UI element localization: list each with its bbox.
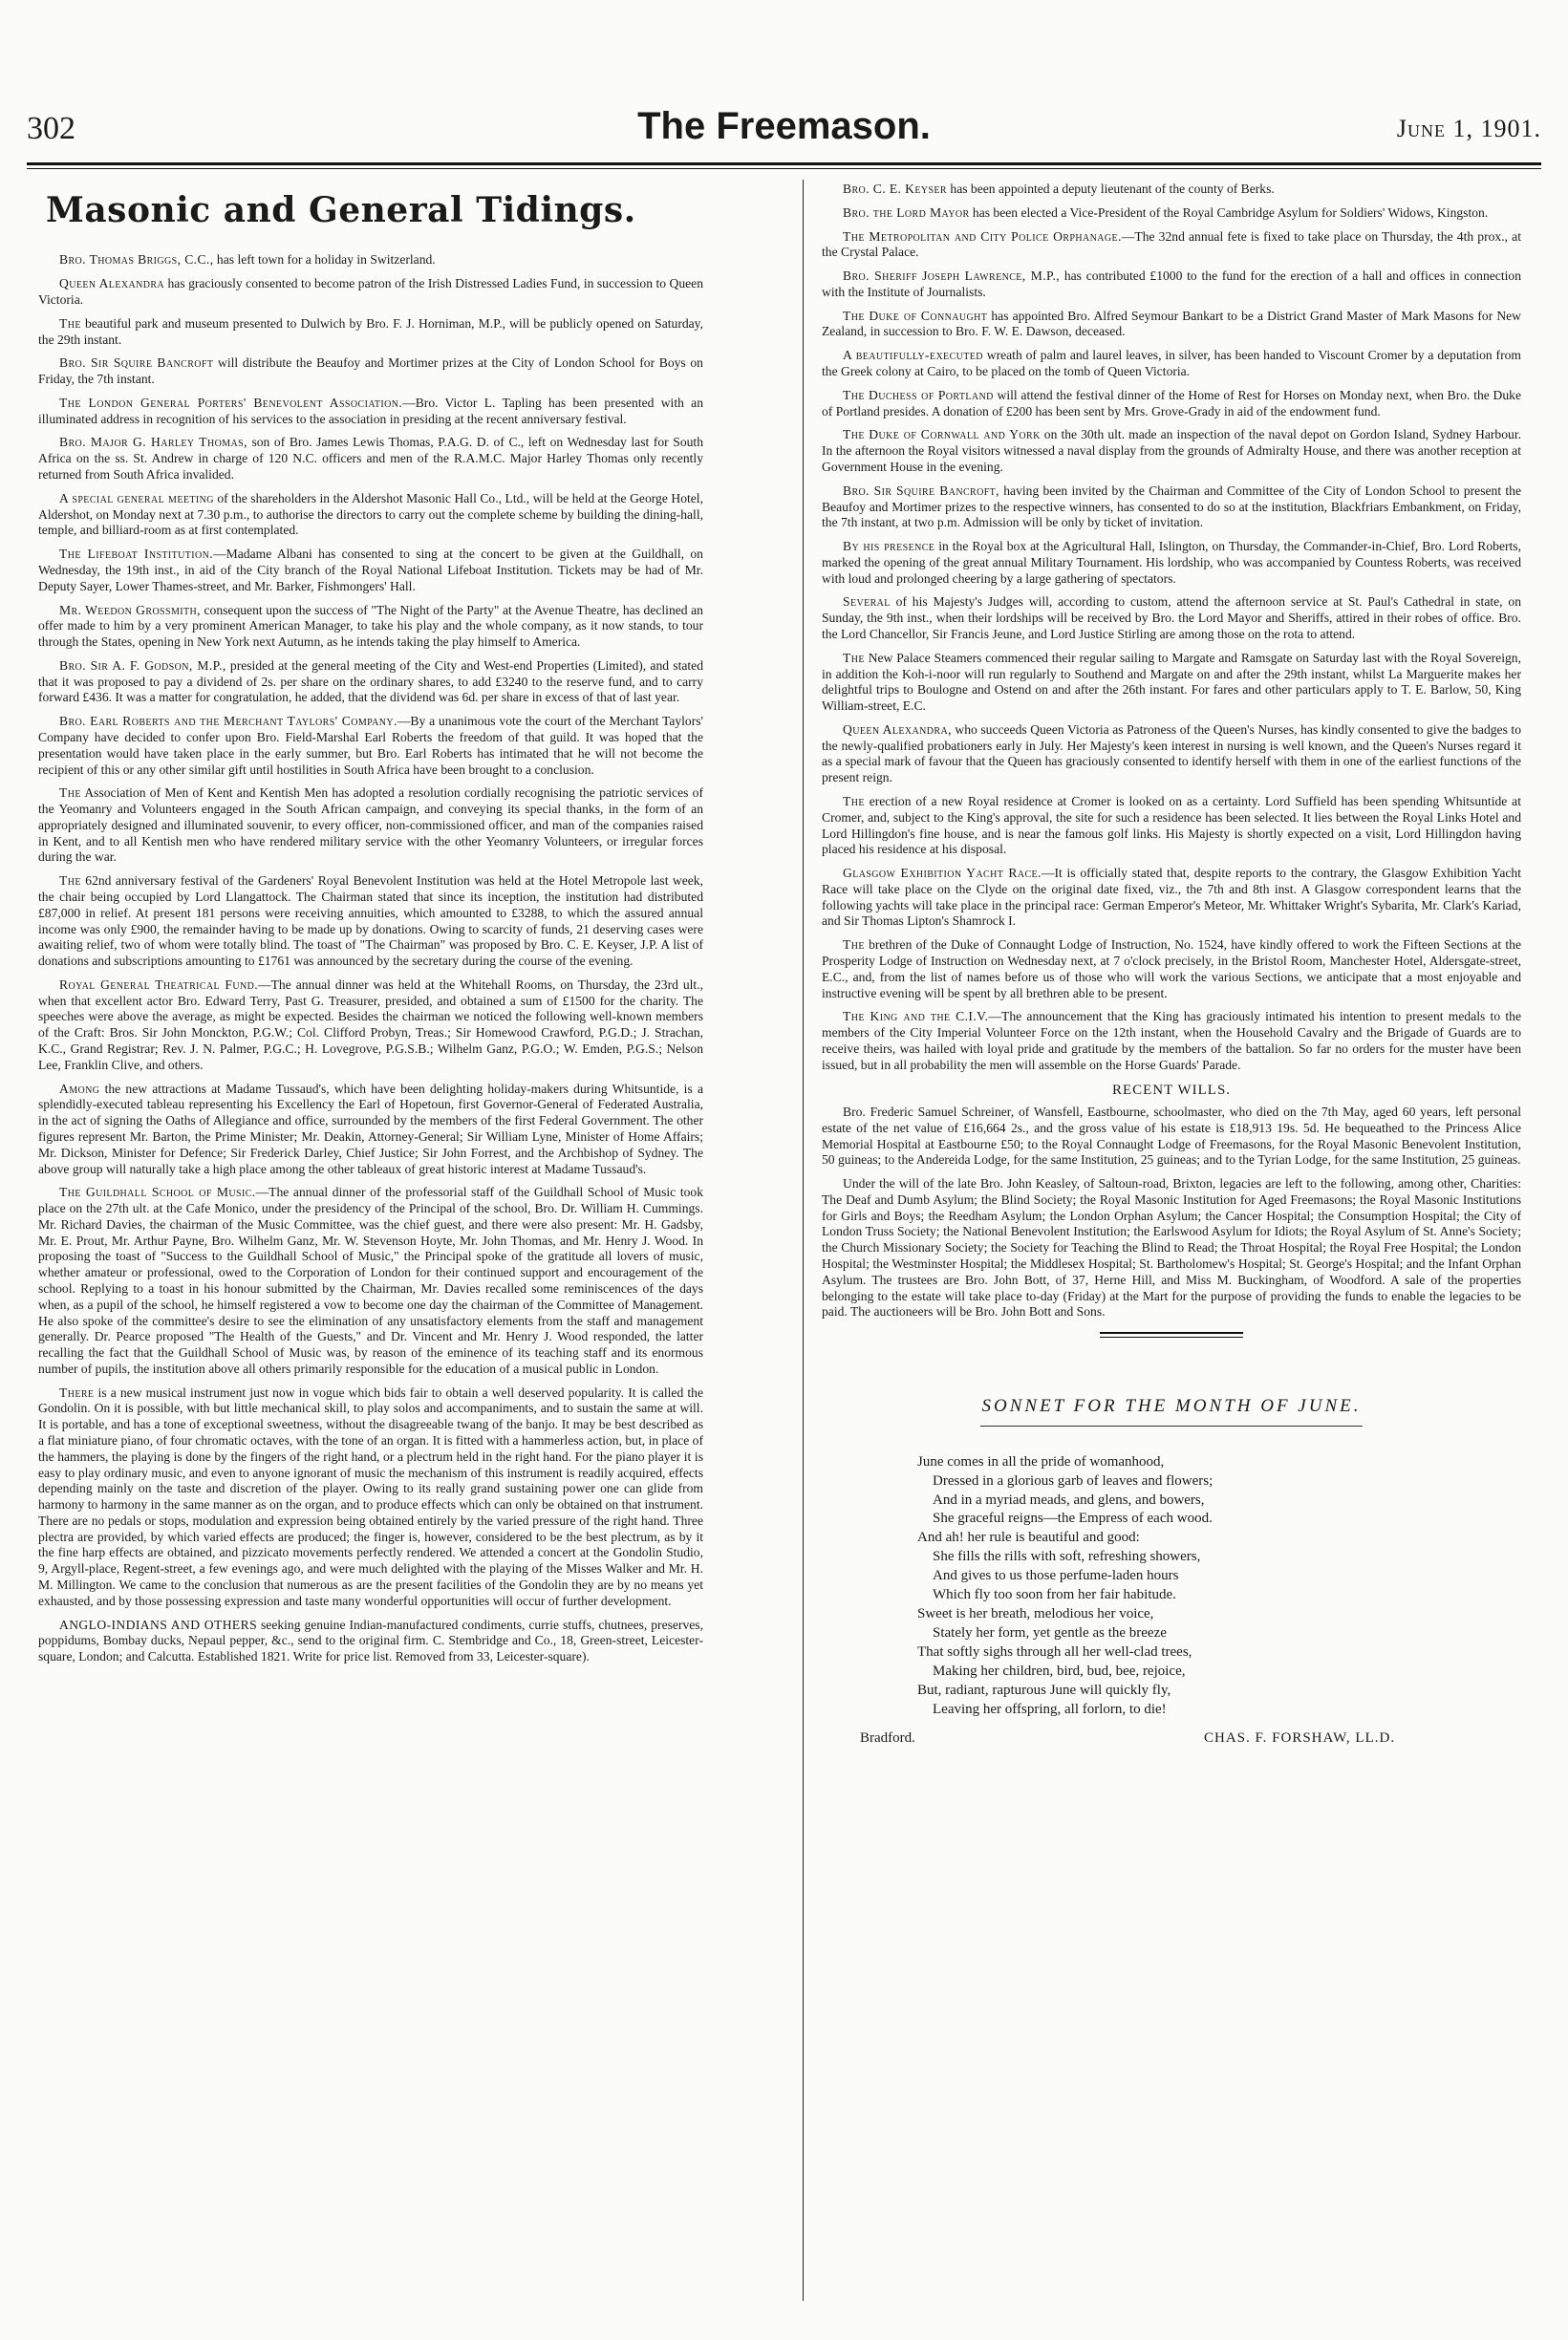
masthead-rule [27, 162, 1541, 165]
news-item-text: on the 30th ult. made an inspection of the naval depot on Gordon Island, Sydney Harbour. In the afternoon the Royal visitors witnessed a naval display from the grounds of Admiralty House, and there was another reception at Government House in the evening. [822, 427, 1521, 474]
sonnet-line: She fills the rills with soft, refreshing showers, [933, 1549, 1201, 1565]
section-divider [1100, 1332, 1243, 1338]
news-item-text: has been elected a Vice-President of the Royal Cambridge Asylum for Soldiers' Widows, Kingston. [969, 204, 1489, 220]
news-item-lead: The Duke of Cornwall and York [843, 427, 1041, 442]
sonnet-underline [980, 1426, 1363, 1427]
left-column [38, 182, 703, 2308]
sonnet-line: That softly sighs through all her well-clad trees, [917, 1644, 1192, 1660]
sonnet-signature [822, 1729, 1521, 1756]
news-item [822, 539, 1521, 587]
news-item [822, 866, 1521, 930]
news-item [822, 205, 1521, 222]
news-item-lead: ANGLO-INDIANS AND OTHERS [59, 1617, 258, 1632]
news-item [38, 1385, 703, 1610]
sonnet-line: Which fly too soon from her fair habitude. [933, 1587, 1176, 1603]
news-item-lead: The London General Porters' Benevolent Association. [59, 395, 403, 410]
news-item-lead: The [59, 315, 81, 331]
news-item [822, 794, 1521, 858]
wills-heading: RECENT WILLS. [1111, 1082, 1232, 1098]
sonnet-line: Sweet is her breath, melodious her voice, [917, 1606, 1154, 1622]
sonnet-line: And in a myriad meads, and glens, and bowers, [933, 1492, 1205, 1508]
news-item [822, 1009, 1521, 1073]
news-item [38, 547, 703, 594]
news-item [38, 977, 703, 1074]
news-item-text: —Madame Albani has consented to sing at the concert to be given at the Guildhall, on Wednesday, the 19th inst., in aid of the City branch of the Royal National Lifeboat Institution. Tickets may be had of Mr. Deputy Sayer, Lower Thames-street, and Mr. Barker, Fishmongers' Hall. [38, 547, 703, 593]
news-item-lead: Several [843, 594, 891, 610]
news-item-text: —The annual dinner was held at the Whitehall Rooms, on Thursday, the 23rd ult., when that excellent actor Bro. Edward Terry, Past G. Treasurer, presided, and obtained a sum of £1500 for the charity. The speeches were above the average, as might be expected. Besides the chairman we noticed the following well-known members of the Craft: Bros. Sir John Monckton, P.G.W.; Col. Clifford Probyn, Treas.; Sir Homewood Crawford, P.G.D.; J. Strachan, K.C., Grand Registrar; Rev. J. N. Palmer, P.G.C.; H. Lovegrove, P.G.S.B.; Wilhelm Ganz, P.G.O.; W. Emden, P.G.S.; Nelson Lee, Franklin Clive, and others. [38, 977, 703, 1072]
news-item [822, 483, 1521, 531]
news-item-text: has left town for a holiday in Switzerland. [213, 252, 436, 268]
news-item [38, 785, 703, 866]
news-item-text: of his Majesty's Judges will, according to custom, attend the afternoon service at St. Paul's Cathedral in state, on Sunday, the 9th inst., when their lordships will be received by Bro. the Lord Mayor and Sheriffs, attired in their robes of office. Bro. the Lord Chancellor, Sir Francis Jeune, and Lord Justice Stirling are among those on the rota to attend. [822, 594, 1521, 641]
news-item [822, 229, 1521, 262]
news-item-lead: A beautifully-executed [843, 348, 983, 363]
right-news-list [822, 182, 1521, 1074]
news-item-lead: The [843, 794, 865, 808]
sonnet-line: Making her children, bird, bud, bee, rejoice, [933, 1663, 1186, 1679]
news-item [822, 388, 1521, 420]
news-item-text: New Palace Steamers commenced their regular sailing to Margate and Ramsgate on Saturday last with the Royal Sovereign, in addition the Koh-i-noor will run regularly to Southend and Margate on and after the 29th instant, whilst La Marguerite makes her delightful trips to Boulogne and Ostend on and after the 26th instant. For fares and other particulars apply to T. E. Barlow, 50, King William-street, E.C. [822, 650, 1521, 714]
news-item-lead: Bro. Sir A. F. Godson, M.P., [59, 657, 226, 673]
issue-date: June 1, 1901. [1396, 115, 1541, 142]
news-item-lead: Mr. Weedon Grossmith, [59, 602, 201, 617]
news-item-lead: The Guildhall School of Music. [59, 1185, 256, 1200]
masthead [27, 105, 1541, 162]
news-item [38, 435, 703, 483]
news-item [38, 1618, 703, 1665]
news-item-text: has graciously consented to become patron of the Irish Distressed Ladies Fund, in succession to Queen Victoria. [38, 276, 703, 308]
news-item-text: wreath of palm and laurel leaves, in silver, has been handed to Viscount Cromer by a deputation from the Greek colony at Cairo, to be placed on the tomb of Queen Victoria. [822, 348, 1521, 379]
news-item-lead: The [59, 873, 81, 889]
news-item-text: in the Royal box at the Agricultural Hall, Islington, on Thursday, the Commander-in-Chief, Bro. Lord Roberts, marked the opening of the great annual Military Tournament. His lordship, who was accompanied by Countess Roberts, was received with loud and prolonged cheering by a large gathering of spectators. [822, 539, 1521, 586]
news-item [38, 491, 703, 539]
sonnet-line: And ah! her rule is beautiful and good: [917, 1530, 1140, 1546]
news-item [822, 427, 1521, 475]
news-item [38, 714, 703, 778]
news-item-text: having been invited by the Chairman and Committee of the City of London School to present the Beaufoy and Mortimer prizes to the respective winners, has consented to do so at the institution, Blackfriars Embankment, on Friday, the 7th instant, at two p.m. Admission will be only by ticket of invitation. [822, 483, 1521, 530]
sonnet-line: June comes in all the pride of womanhood, [917, 1453, 1165, 1470]
news-item-lead: Queen Alexandra, [843, 721, 952, 737]
news-item-text: consequent upon the success of "The Night of the Party" at the Avenue Theatre, has declined an offer made to him by a very prominent American Manager, to take his play and the whole company, as it now stands, to tour through the States, opening in New York next Autumn, as he intends taking the play himself to America. [38, 602, 703, 650]
news-item-text: —The announcement that the King has graciously intimated his intention to present medals to the members of the City Imperial Volunteer Force on the 12th instant, when the Household Cavalry and the Brigade of Guards are to receive theirs, was hailed with loyal pride and gratitude by the members of the battalion. So far no orders for the muster have been issued, but in all probability the men will assemble on the Horse Guards' Parade. [822, 1009, 1521, 1072]
sonnet-line: But, radiant, rapturous June will quickly fly, [917, 1682, 1171, 1698]
sonnet-line: Stately her form, yet gentle as the breeze [933, 1625, 1167, 1642]
news-item [822, 182, 1521, 198]
news-item [822, 937, 1521, 1001]
news-item [38, 603, 703, 651]
right-column [822, 182, 1521, 2298]
news-item-lead: The Metropolitan and City Police Orphanage. [843, 228, 1122, 244]
wills-section [822, 1105, 1521, 1320]
news-item [38, 873, 703, 970]
news-item-lead: Bro. Earl Roberts and the Merchant Taylors' Company. [59, 714, 397, 729]
news-item-lead: Among [59, 1081, 100, 1096]
news-item-lead: Bro. Sir Squire Bancroft, [843, 483, 999, 498]
news-item-text: —The 32nd annual fete is fixed to take place on Thursday, the 4th prox., at the Crystal Palace. [822, 228, 1521, 260]
news-item-text: Association of Men of Kent and Kentish Men has adopted a resolution cordially recognising the patriotic services of the Yeomanry and Volunteers engaged in the South African campaign, and conveying its special thanks, in the form of an appropriately designed and illuminated souvenir, to every officer, non-commissioned officer, and man of the companies raised in Kent, and to all Kentish men who have rendered military service with the other Yeomanry Volunteers, or irregular forces during the war. [38, 785, 703, 865]
news-item [38, 396, 703, 428]
news-item-lead: Queen Alexandra [59, 276, 165, 291]
news-item-lead: The [843, 937, 865, 953]
sonnet-line: And gives to us those perfume-laden hours [933, 1568, 1179, 1584]
news-item-text: brethren of the Duke of Connaught Lodge of Instruction, No. 1524, have kindly offered to work the Fifteen Sections at the Prosperity Lodge of Instruction on Wednesday next, at 7 o'clock precisely, in the Bristol Room, Manchester Hotel, Aldersgate-street, E.C., and, from the list of names before us of those who will work the various Sections, we anticipate that a most enjoyable and instructive evening will be spent by all brethren able to be present. [822, 937, 1521, 1000]
news-item-text: has been appointed a deputy lieutenant of the county of Berks. [947, 182, 1275, 196]
news-item-lead: The [59, 785, 81, 801]
news-item-text: —The annual dinner of the professorial staff of the Guildhall School of Music took place on the 27th ult. at the Cafe Monico, under the presidency of the Principal of the school, Bro. Dr. William H. Cummings. Mr. Richard Davies, the chairman of the Music Committee, was the chief guest, and there were also present: Mr. H. Gadsby, Mr. E. Prout, Mr. Arthur Payne, Bro. Wilhelm Ganz, Mr. W. Stevenson Hoyte, Mr. John Thomas, and Mr. Henry J. Wood. In proposing the toast of "Success to the Guildhall School of Music," the Principal spoke of the gratitude all lovers of music, whether amateur or professional, owed to the Corporation of London for their continued support and encouragement of the school. Replying to a toast in his honour submitted by the Chairman, Mr. Davies recalled some reminiscences of the days when, as a pupil of the school, he himself registered a vow to become one day the chairman of the Committee of Management. He also spoke of the committee's desire to see the elimination of any unsatisfactory elements from the staff and management generally. Dr. Pearce proposed "The Health of the Guests," and Dr. Vincent and Mr. Henry J. Wood responded, the latter recalling the fact that the Guildhall School of Music was, by reason of the eminence of its teaching staff and its enormous number of pupils, the institution above all others primarily responsible for the education of a musical public in London. [38, 1185, 703, 1376]
news-item-lead: There [59, 1385, 95, 1400]
news-item [38, 1082, 703, 1178]
news-item-text: erection of a new Royal residence at Cromer is looked on as a certainty. Lord Suffield has been spending Whitsuntide at Cromer, and, subject to the King's approval, the site for such a residence has been selected. It lies between the Royal Links Hotel and Lord Hillingdon's fine house, and is near the famous golf links. His Majesty is shortly expected on a visit, Lord Hillingdon having placed his residence at his disposal. [822, 794, 1521, 857]
news-item-lead: Bro. Major G. Harley Thomas, [59, 435, 247, 450]
news-item-text: beautiful park and museum presented to Dulwich by Bro. F. J. Horniman, M.P., will be publicly opened on Saturday, the 29th instant. [38, 315, 703, 347]
news-item-lead: The Duke of Connaught [843, 308, 988, 323]
news-item-text: of the shareholders in the Aldershot Masonic Hall Co., Ltd., will be held at the George Hotel, Aldershot, on Monday next at 7.30 p.m., to authorise the directors to carry out the complete scheme by building the dining-hall, temple, and billiard-room as at first contemplated. [38, 490, 703, 538]
will-paragraph: Bro. Frederic Samuel Schreiner, of Wansfell, Eastbourne, schoolmaster, who died on the 7th May, aged 60 years, left personal estate of the net value of £16,664 2s., and the gross value of his estate is £18,913 19s. 5d. He bequeathed to the Princess Alice Memorial Hospital at Eastbourne £50; to the Royal Connaught Lodge of Freemasons, for the Royal Masonic Benevolent Institution, 50 guineas; to the Andereida Lodge, for the same Institution, 25 guineas; and to the Tyrian Lodge, for the same Institution, 25 guineas. [822, 1105, 1521, 1168]
page-number: 302 [27, 111, 75, 146]
news-item-lead: The Duchess of Portland [843, 387, 994, 402]
news-item-lead: Bro. C. E. Keyser [843, 182, 948, 196]
news-item-text: has appointed Bro. Alfred Seymour Bankart to be a District Grand Master of Mark Masons for New Zealand, in succession to Bro. F. W. E. Dawson, deceased. [822, 308, 1521, 339]
news-item-text: seeking genuine Indian-manufactured condiments, currie stuffs, chutnees, preserves, poppidums, Bombay ducks, Nepaul pepper, &c., send to the original firm. C. Stembridge and Co., 18, Green-street, Leicester-square, London; and Calcutta. Established 1821. Write for price list. Removed from 33, Leicester-square). [38, 1617, 703, 1664]
sonnet-line: She graceful reigns—the Empress of each wood. [933, 1511, 1213, 1527]
news-item-lead: Royal General Theatrical Fund. [59, 977, 259, 992]
news-item [38, 276, 703, 309]
news-item [38, 252, 703, 268]
news-item-text: is a new musical instrument just now in vogue which bids fair to obtain a well deserved popularity. It is called the Gondolin. On it is possible, with but little mechanical skill, to play solos and accompaniments, and to sustain the same at will. It is portable, and has a tone of exceptional sweetness, without the disagreeable twang of the banjo. It may be best described as a flat miniature piano, of four chromatic octaves, with the tone of an organ. It is fitted with a hammerless action, but, in place of the hammers, the playing is done by the fingers of the right hand, or a plectrum held in the right hand. For the piano player it is easy to play ordinary music, and even to anyone ignorant of music the mechanism of this instrument is readily acquired, effects depending mainly on the taste and discretion of the player. Owing to its really grand sustaining power one can glide from harmony to harmony in the same manner as on the organ, and to produce effects which can only be obtained on that instrument. There are no pedals or stops, modulation and expression being obtained entirely by the varied pressure of the right hand. Three plectra are provided, by which varied effects are produced; the finger is, however, considered to be the best plectrum, as by it the fine harp effects are obtained, and pizzicato movements perfectly rendered. We attended a concert at the Gondolin Studio, 9, Argyll-place, Regent-street, a few evenings ago, and were much delighted with the playing of the Misses Walker and Mr. H. M. Millington. We came to the conclusion that numerous as are the present facilities of the Gondolin they are by no means yet exhausted, and by those possessing expression and taste many wonderful opportunities will occur of further development. [38, 1385, 703, 1608]
news-item-lead: Bro. Sheriff Joseph Lawrence, M.P., [843, 268, 1061, 284]
news-item-lead: The Lifeboat Institution. [59, 547, 214, 562]
newspaper-title: The Freemason. [637, 105, 931, 147]
news-item-lead: Bro. Sir Squire Bancroft [59, 355, 214, 371]
news-item-lead: The [843, 650, 865, 665]
left-news-list [38, 252, 703, 1665]
news-item [822, 309, 1521, 341]
news-item [822, 348, 1521, 380]
news-item-text: —Bro. Victor L. Tapling has been presented with an illuminated address in recognition of his services to the association in presiding at the recent anniversary festival. [38, 395, 703, 426]
news-item-text: son of Bro. James Lewis Thomas, P.A.G. D. of C., left on Wednesday last for South Africa on the ss. St. Andrew in charge of 120 N.C. officers and men of the R.A.M.C. Major Harley Thomas only recently returned from South Africa invalided. [38, 435, 703, 483]
news-item [38, 658, 703, 706]
masthead-rule-thin [27, 168, 1541, 169]
news-item-lead: Bro. Thomas Briggs, C.C., [59, 252, 214, 268]
news-item-text: presided at the general meeting of the City and West-end Properties (Limited), and stated that it was proposed to pay a dividend of 2s. per share on the ordinary shares, to add £3240 to the reserve fund, and to carry forward £436. It was a matter for congratulation, he added, that the dividend was 6d. per share in excess of that of last year. [38, 657, 703, 705]
news-item [822, 722, 1521, 786]
news-item-lead: Glasgow Exhibition Yacht Race. [843, 866, 1042, 881]
news-item-text: 62nd anniversary festival of the Gardeners' Royal Benevolent Institution was held at the Hotel Metropole last week, the chair being occupied by Lord Llangattock. The Chairman stated that since its inception, the institution had distributed £87,000 in relief. At present 181 persons were receiving annuities, which amounted to £3288, to which the assured annual income was only £900, the remainder having to be made up by donations. Owing to scarcity of funds, 21 deserving cases were awaiting relief, two of whom were totally blind. The toast of "The Chairman" was proposed by Bro. C. E. Keyser, J.P. A list of donations and subscriptions amounting to £1761 was announced by the secretary during the course of the evening. [38, 873, 703, 969]
news-item-lead: A special general meeting [59, 490, 214, 505]
sonnet-place: Bradford. [860, 1729, 915, 1746]
sonnet-line: Dressed in a glorious garb of leaves and flowers; [933, 1472, 1214, 1489]
sonnet-line: Leaving her offspring, all forlorn, to die! [933, 1701, 1167, 1717]
news-item-text: who succeeds Queen Victoria as Patroness of the Queen's Nurses, has kindly consented to give the badges to the newly-qualified probationers early in July. Her Majesty's keen interest in nursing is well known, and the Queen's Nurses regard it as a special mark of favour that the Queen has graciously consented to identify herself with them in one of the earliest functions of the present reign. [822, 721, 1521, 785]
will-paragraph: Under the will of the late Bro. John Keasley, of Saltoun-road, Brixton, legacies are left to the following, among other, Charities: The Deaf and Dumb Asylum; the Blind Society; the Royal Masonic Institution for Aged Freemasons; the Royal Masonic Institutions for Girls and Boys; the Reedham Asylum; the London Orphan Asylum; the Cancer Hospital; the Consumption Hospital; the City of London Truss Society; the National Benevolent Institution; the Earlswood Asylum for Idiots; the Royal Asylum of St. Anne's Society; the Church Missionary Society; the Society for Teaching the Blind to Read; the Throat Hospital; the Royal Free Hospital; the London Hospital; the Westminster Hospital; the Middlesex Hospital; St. Bartholomew's Hospital; St. George's Hospital; and the Infant Orphan Asylum. The trustees are Bro. John Bott, of 37, Herne Hill, and Miss M. Buckingham, of Woodford. A sale of the properties belonging to the estate will take place to-day (Friday) at the Mart for the purpose of providing the funds to enable the legacies to be paid. The auctioneers will be Bro. John Bott and Sons. [822, 1176, 1521, 1320]
news-item-text: —It is officially stated that, despite reports to the contrary, the Glasgow Exhibition Yacht Race will take place on the Clyde on the original date fixed, viz., the 7th and 8th inst. A Glasgow correspondent learns that the following yachts will take place in the principal race: German Emperor's Meteor, Mr. Whittaker Wright's Sybarita, Mr. Clark's Kariad, and Sir Thomas Lipton's Shamrock I. [822, 866, 1521, 929]
news-item-text: will attend the festival dinner of the Home of Rest for Horses on Monday next, when Bro. the Duke of Portland presides. A donation of £200 has been sent by Mrs. Grove-Grady in aid of the endowment fund. [822, 387, 1521, 419]
column-divider [803, 180, 804, 2301]
news-item-lead: By his presence [843, 539, 935, 554]
section-title: Masonic and General Tidings. [46, 190, 636, 230]
news-item-text: has contributed £1000 to the fund for the erection of a hall and offices in connection with the Institute of Journalists. [822, 268, 1521, 299]
news-item-text: —By a unanimous vote the court of the Merchant Taylors' Company have decided to confer upon Bro. Field-Marshal Earl Roberts the freedom of that guild. It was hoped that the presentation would have taken place in the early summer, but Bro. Earl Roberts has intimated that he will not become the recipient of this or any other similar gift until hostilities in South Africa have been brought to a conclusion. [38, 714, 703, 777]
news-item-text: will distribute the Beaufoy and Mortimer prizes at the City of London School for Boys on Friday, the 7th instant. [38, 355, 703, 387]
news-item [38, 1185, 703, 1377]
news-item [822, 268, 1521, 301]
news-item [38, 316, 703, 349]
news-item [822, 651, 1521, 715]
sonnet-title: SONNET FOR THE MONTH OF JUNE. [981, 1396, 1362, 1417]
sonnet-author: CHAS. F. FORSHAW, LL.D. [1204, 1729, 1396, 1746]
news-item [822, 594, 1521, 642]
news-item [38, 355, 703, 388]
sonnet-body [917, 1453, 1521, 1720]
news-item-lead: The King and the C.I.V. [843, 1009, 989, 1024]
news-item-lead: Bro. the Lord Mayor [843, 204, 970, 220]
news-item-text: the new attractions at Madame Tussaud's, which have been delighting holiday-makers during Whitsuntide, is a splendidly-executed tableau representing his Excellency the Earl of Hopetoun, first Governor-General of Federated Australia, in the act of signing the Oaths of Allegiance and office, surrounded by the members of the first Federal Government. The other figures represent Mr. Barton, the Prime Minister; Mr. Deakin, Attorney-General; Sir William Lyne, Minister of Home Affairs; Mr. Dickson, Minister for Defence; Sir Frederick Darley, Chief Justice; Sir John Forrest, and the Archbishop of Sydney. The above group will naturally take a high place among the other tableaux of great historic interest at Madame Tussaud's. [38, 1081, 703, 1176]
